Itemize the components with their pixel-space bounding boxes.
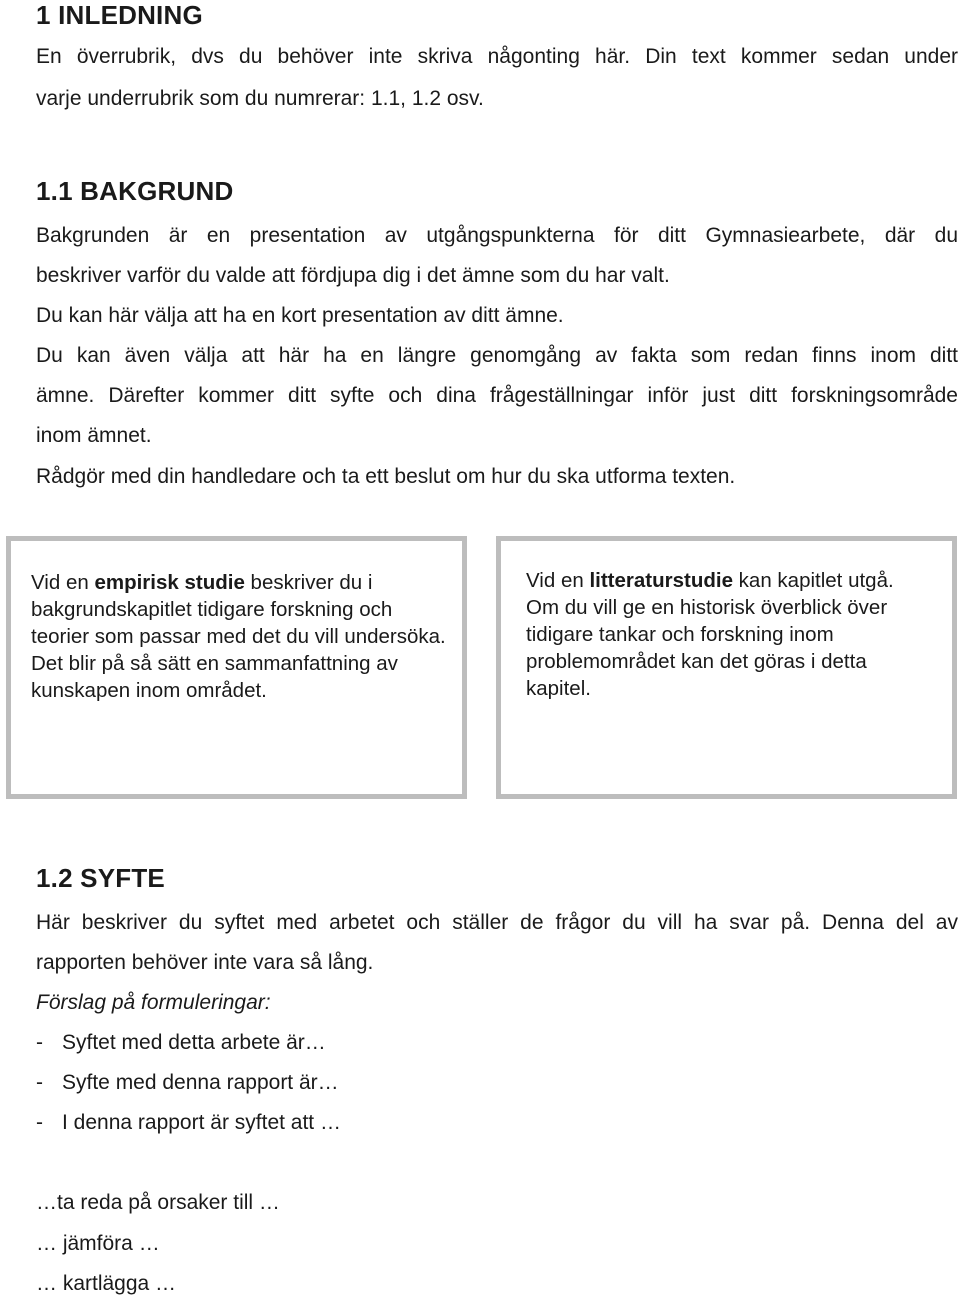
intro-line-1: En överrubrik, dvs du behöver inte skriva någonting här. Din text kommer sedan under (36, 45, 958, 68)
background-line-2: beskriver varför du valde att fördjupa dig i det ämne som du har valt. (36, 264, 670, 287)
empirical-study-text (31, 569, 451, 704)
literature-study-box (496, 536, 957, 799)
background-line-5: ämne. Därefter kommer ditt syfte och dina frågeställningar inför just ditt forskningsområde (36, 384, 958, 407)
section-heading-bakgrund: 1.1 BAKGRUND (36, 176, 234, 206)
suggestion-item: Syftet med detta arbete är… (62, 1031, 326, 1054)
empirical-study-box (6, 536, 467, 799)
section-heading-syfte: 1.2 SYFTE (36, 863, 165, 893)
purpose-line-2: rapporten behöver inte vara så lång. (36, 951, 374, 974)
suggestions-label: Förslag på formuleringar: (36, 991, 271, 1014)
list-dash: - (36, 1071, 43, 1094)
background-line-7: Rådgör med din handledare och ta ett beslut om hur du ska utforma texten. (36, 465, 736, 488)
background-line-3: Du kan här välja att ha en kort presentation av ditt ämne. (36, 304, 564, 327)
literature-rest: kan kapitlet utgå. Om du vill ge en historisk överblick över tidigare tankar och forskning inom problemområdet kan det göras i detta kapitel. (526, 569, 894, 700)
background-line-6: inom ämnet. (36, 424, 152, 447)
suggestion-item: I denna rapport är syftet att … (62, 1111, 341, 1134)
continuation-item: … kartlägga … (36, 1272, 177, 1295)
literature-prefix: Vid en (526, 569, 590, 592)
list-dash: - (36, 1031, 43, 1054)
literature-keyword: litteraturstudie (589, 569, 733, 592)
background-line-4: Du kan även välja att här ha en längre genomgång av fakta som redan finns inom ditt (36, 344, 958, 367)
list-dash: - (36, 1111, 43, 1134)
empirical-rest: beskriver du i bakgrundskapitlet tidigare forskning och teorier som passar med det du vill undersöka. Det blir på så sätt en sammanfattning av kunskapen inom området. (31, 571, 446, 702)
empirical-prefix: Vid en (31, 571, 95, 594)
continuation-item: … jämföra … (36, 1232, 160, 1255)
empirical-keyword: empirisk studie (94, 571, 245, 594)
background-line-1: Bakgrunden är en presentation av utgångspunkterna för ditt Gymnasiearbete, där du (36, 224, 958, 247)
suggestion-item: Syfte med denna rapport är… (62, 1071, 339, 1094)
intro-line-2: varje underrubrik som du numrerar: 1.1, 1.2 osv. (36, 87, 484, 110)
purpose-line-1: Här beskriver du syftet med arbetet och ställer de frågor du vill ha svar på. Denna del av (36, 911, 958, 934)
literature-study-text (526, 567, 906, 702)
section-heading-inledning: 1 INLEDNING (36, 0, 203, 30)
continuation-item: …ta reda på orsaker till … (36, 1191, 280, 1214)
